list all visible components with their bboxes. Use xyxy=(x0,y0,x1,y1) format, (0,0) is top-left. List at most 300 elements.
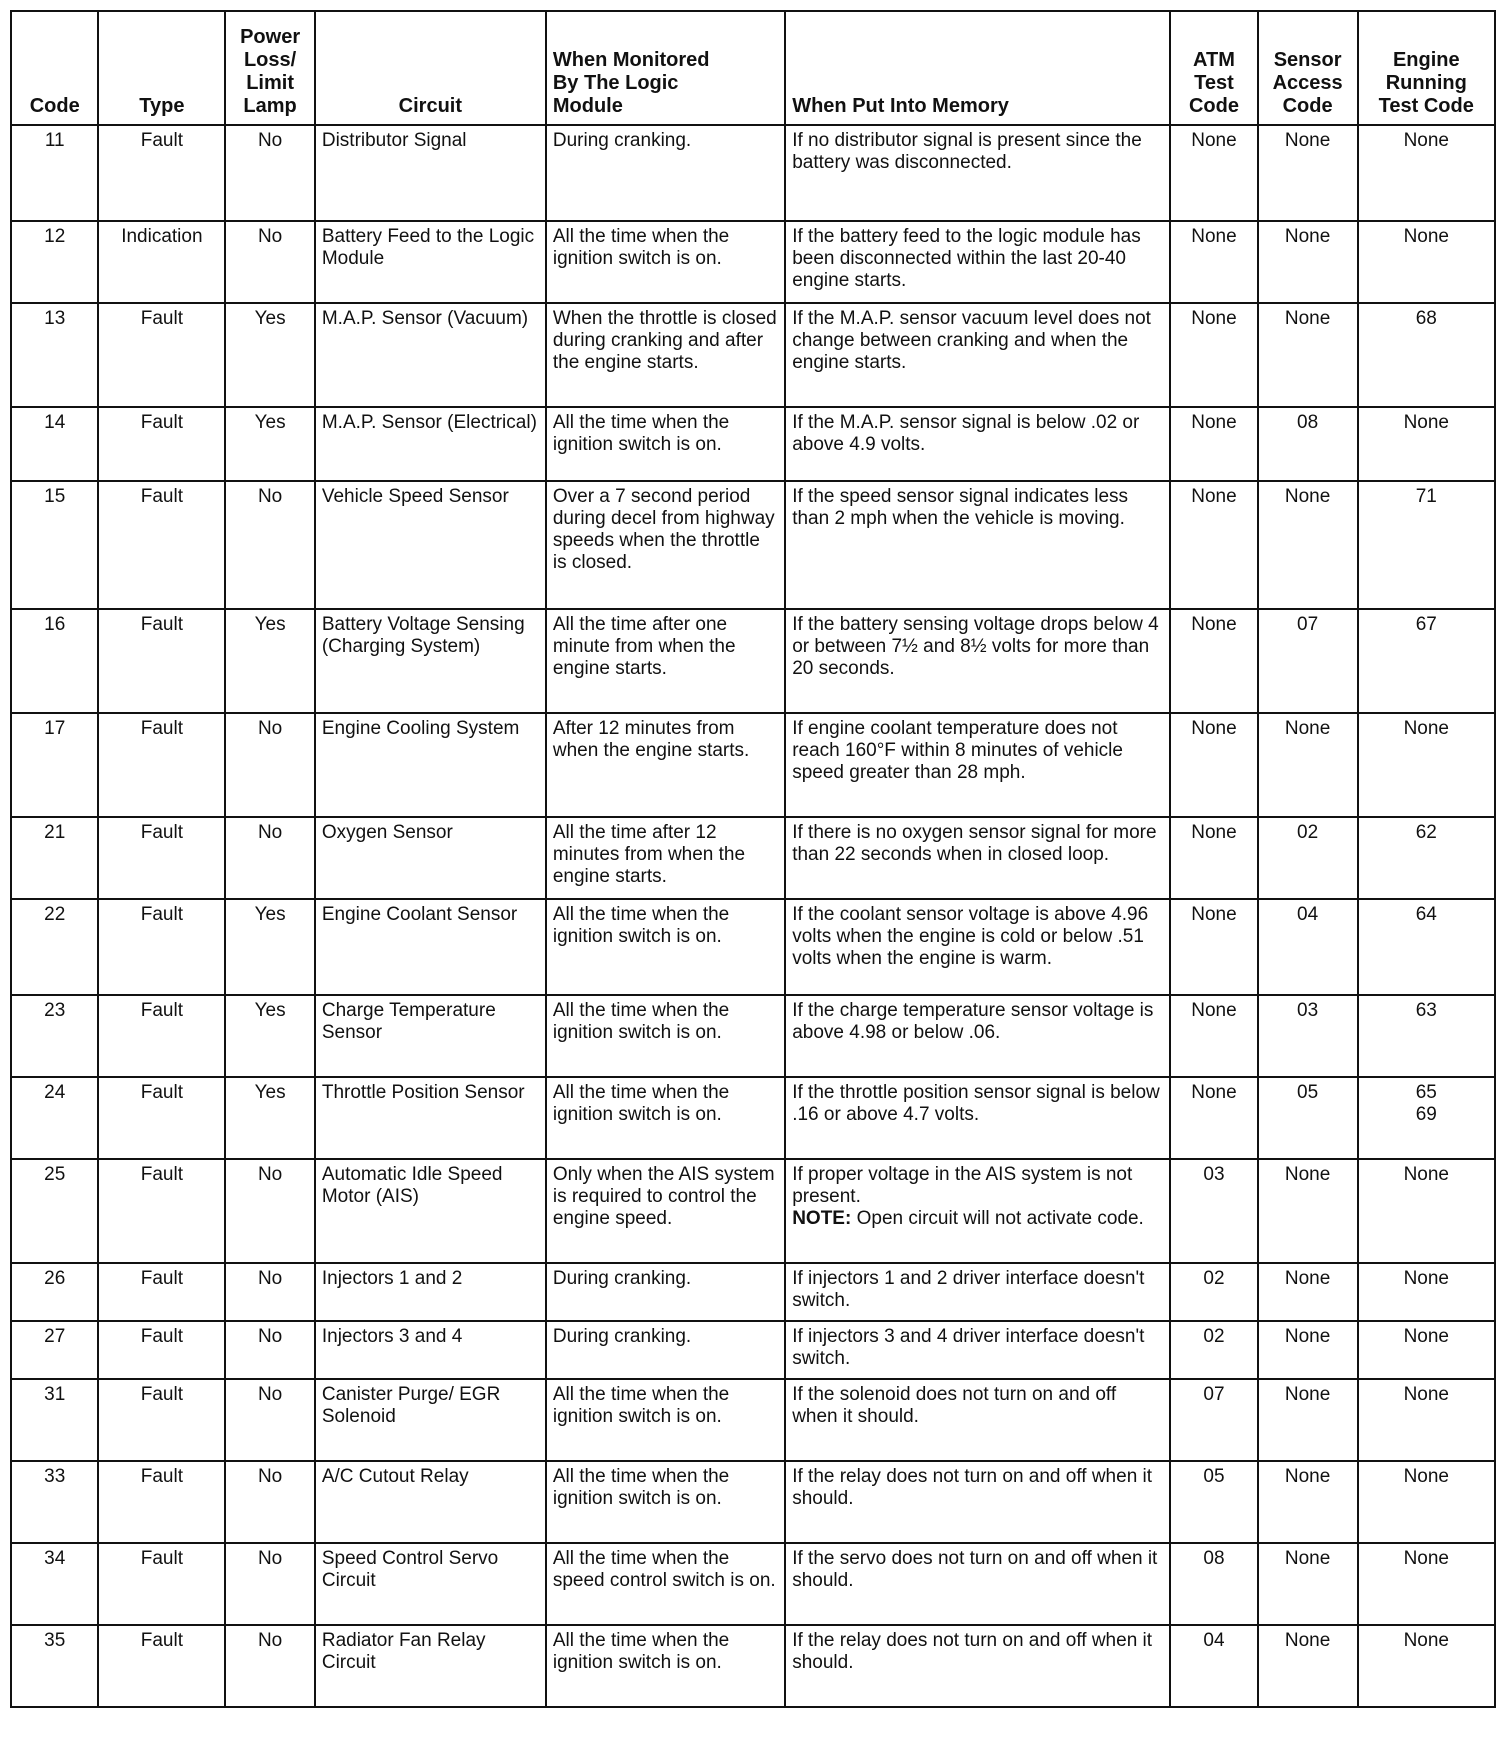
cell-memory xyxy=(785,899,1170,995)
cell-engine-running-test-code xyxy=(1358,609,1495,713)
cell-circuit xyxy=(315,713,546,817)
cell-engine-running-test-code-text: None xyxy=(1403,718,1449,739)
cell-monitored xyxy=(546,1379,785,1461)
cell-atm-test-code xyxy=(1170,221,1257,303)
cell-circuit-text: Canister Purge/ EGR Solenoid xyxy=(321,1384,501,1427)
cell-lamp-text: No xyxy=(257,1268,283,1289)
cell-memory xyxy=(785,609,1170,713)
cell-sensor-access-code xyxy=(1258,1379,1358,1461)
header-sensor xyxy=(1258,11,1358,125)
cell-memory-text: If the relay does not turn on and off when it should. xyxy=(792,1630,1153,1673)
table-row xyxy=(11,407,1495,481)
cell-engine-running-test-code xyxy=(1358,1159,1495,1263)
cell-atm-test-code-text: 07 xyxy=(1203,1384,1225,1405)
cell-monitored xyxy=(546,221,785,303)
cell-sensor-access-code-text: None xyxy=(1284,226,1331,247)
cell-circuit xyxy=(315,1077,546,1159)
cell-monitored-text: All the time when the ignition switch is on. xyxy=(552,1466,730,1509)
cell-atm-test-code-text: None xyxy=(1191,904,1237,925)
cell-lamp-text: No xyxy=(257,130,283,151)
cell-type xyxy=(98,1077,225,1159)
cell-monitored xyxy=(546,1321,785,1379)
cell-type-text: Fault xyxy=(140,1164,183,1185)
cell-engine-running-test-code-text: None xyxy=(1403,1164,1449,1185)
cell-code xyxy=(11,1321,98,1379)
cell-code xyxy=(11,713,98,817)
cell-circuit xyxy=(315,1159,546,1263)
cell-lamp xyxy=(225,125,314,221)
cell-engine-running-test-code xyxy=(1358,407,1495,481)
cell-circuit xyxy=(315,407,546,481)
header-monitored-line: When Monitored xyxy=(552,49,710,71)
cell-memory xyxy=(785,1263,1170,1321)
cell-circuit-text: A/C Cutout Relay xyxy=(321,1466,469,1487)
cell-type-text: Fault xyxy=(140,614,183,635)
cell-atm-test-code-text: None xyxy=(1191,412,1237,433)
cell-atm-test-code-text: 02 xyxy=(1203,1326,1225,1347)
cell-monitored-text: All the time after one minute from when the engine starts. xyxy=(552,614,736,679)
cell-sensor-access-code-text: None xyxy=(1284,1384,1331,1405)
header-lamp-line: Loss/ xyxy=(243,49,297,71)
cell-lamp xyxy=(225,899,314,995)
header-atm-line: Code xyxy=(1188,95,1239,117)
cell-sensor-access-code xyxy=(1258,1159,1358,1263)
cell-code-text: 11 xyxy=(44,130,65,151)
cell-monitored xyxy=(546,1077,785,1159)
cell-atm-test-code-text: None xyxy=(1191,308,1237,329)
cell-monitored-text: All the time when the ignition switch is on. xyxy=(552,1384,730,1427)
cell-memory xyxy=(785,125,1170,221)
cell-memory-text: If there is no oxygen sensor signal for more than 22 seconds when in closed loop. xyxy=(792,822,1157,865)
cell-lamp-text: No xyxy=(257,226,283,247)
cell-engine-running-test-code-text: None xyxy=(1403,1326,1449,1347)
cell-atm-test-code-text: None xyxy=(1191,486,1237,507)
cell-code-text: 15 xyxy=(44,486,66,507)
cell-sensor-access-code xyxy=(1258,481,1358,609)
header-engine-line: Engine xyxy=(1392,49,1460,71)
cell-sensor-access-code-text: None xyxy=(1284,1268,1331,1289)
cell-memory-text: If the servo does not turn on and off when it should. xyxy=(792,1548,1158,1591)
cell-lamp xyxy=(225,1159,314,1263)
cell-engine-running-test-code-text: 63 xyxy=(1415,1000,1437,1021)
cell-code xyxy=(11,995,98,1077)
cell-lamp-text: Yes xyxy=(254,614,286,635)
cell-monitored-text: All the time when the speed control switch is on. xyxy=(552,1548,776,1591)
cell-engine-running-test-code xyxy=(1358,817,1495,899)
cell-type xyxy=(98,1625,225,1707)
cell-code-text: 17 xyxy=(44,718,66,739)
cell-circuit xyxy=(315,1321,546,1379)
cell-monitored xyxy=(546,1461,785,1543)
cell-code xyxy=(11,1077,98,1159)
header-engine-line: Test Code xyxy=(1378,95,1474,117)
cell-monitored xyxy=(546,303,785,407)
cell-circuit xyxy=(315,1379,546,1461)
cell-atm-test-code-text: None xyxy=(1191,822,1237,843)
cell-monitored-text: All the time when the ignition switch is on. xyxy=(552,904,730,947)
cell-monitored xyxy=(546,1263,785,1321)
cell-engine-running-test-code-text: 71 xyxy=(1415,486,1437,507)
cell-memory-text: If no distributor signal is present since the battery was disconnected. xyxy=(792,130,1142,173)
cell-sensor-access-code xyxy=(1258,1321,1358,1379)
cell-type-text: Fault xyxy=(140,1326,183,1347)
cell-sensor-access-code xyxy=(1258,1077,1358,1159)
table-row xyxy=(11,481,1495,609)
cell-lamp-text: No xyxy=(257,486,283,507)
table-row xyxy=(11,1159,1495,1263)
cell-monitored-text: Over a 7 second period during decel from highway speeds when the throttle is closed. xyxy=(552,486,775,573)
cell-circuit-text: Oxygen Sensor xyxy=(321,822,453,843)
cell-atm-test-code xyxy=(1170,1263,1257,1321)
cell-type xyxy=(98,303,225,407)
cell-code-text: 26 xyxy=(44,1268,66,1289)
cell-lamp xyxy=(225,1379,314,1461)
cell-sensor-access-code-text: 02 xyxy=(1297,822,1319,843)
cell-monitored-text: All the time when the ignition switch is on. xyxy=(552,226,730,269)
cell-code-text: 13 xyxy=(44,308,66,329)
cell-atm-test-code-text: None xyxy=(1191,226,1237,247)
cell-circuit xyxy=(315,899,546,995)
cell-code xyxy=(11,407,98,481)
header-memory: When Put Into Memory xyxy=(785,11,1170,125)
cell-monitored xyxy=(546,713,785,817)
cell-circuit-text: Speed Control Servo Circuit xyxy=(321,1548,499,1591)
cell-lamp xyxy=(225,713,314,817)
cell-atm-test-code-text: None xyxy=(1191,1000,1237,1021)
cell-atm-test-code-text: None xyxy=(1191,130,1237,151)
cell-circuit-text: Injectors 1 and 2 xyxy=(321,1268,463,1289)
table-row xyxy=(11,713,1495,817)
cell-type-text: Fault xyxy=(140,130,183,151)
cell-circuit xyxy=(315,609,546,713)
cell-monitored-text: When the throttle is closed during cranking and after the engine starts. xyxy=(552,308,777,373)
cell-monitored-text: Only when the AIS system is required to control the engine speed. xyxy=(552,1164,775,1229)
cell-type xyxy=(98,125,225,221)
cell-circuit-text: Engine Cooling System xyxy=(321,718,520,739)
cell-type xyxy=(98,817,225,899)
cell-sensor-access-code xyxy=(1258,899,1358,995)
note-label: NOTE: xyxy=(792,1207,852,1229)
cell-sensor-access-code xyxy=(1258,407,1358,481)
cell-sensor-access-code-text: None xyxy=(1284,1164,1331,1185)
cell-code-text: 34 xyxy=(44,1548,66,1569)
header-circuit: Circuit xyxy=(315,11,546,125)
cell-code-text: 23 xyxy=(44,1000,66,1021)
cell-memory xyxy=(785,995,1170,1077)
cell-circuit-text: Battery Feed to the Logic Module xyxy=(321,226,535,269)
document-page xyxy=(10,10,1496,1750)
cell-type xyxy=(98,899,225,995)
cell-type xyxy=(98,995,225,1077)
cell-lamp xyxy=(225,221,314,303)
cell-type-text: Fault xyxy=(140,1466,183,1487)
header-monitored xyxy=(546,11,785,125)
cell-type-text: Fault xyxy=(140,412,183,433)
cell-monitored-text: All the time when the ignition switch is on. xyxy=(552,1630,730,1673)
cell-memory-text: If engine coolant temperature does not reach 160°F within 8 minutes of vehicle speed greater than 28 mph. xyxy=(792,718,1123,783)
table-row xyxy=(11,221,1495,303)
table-row xyxy=(11,1379,1495,1461)
cell-sensor-access-code xyxy=(1258,1461,1358,1543)
fault-code-table xyxy=(10,10,1496,1708)
cell-code xyxy=(11,1625,98,1707)
cell-code xyxy=(11,1461,98,1543)
cell-circuit-text: Automatic Idle Speed Motor (AIS) xyxy=(321,1164,503,1207)
cell-atm-test-code xyxy=(1170,817,1257,899)
cell-monitored xyxy=(546,1159,785,1263)
cell-engine-running-test-code-text: None xyxy=(1403,1384,1449,1405)
cell-code-text: 33 xyxy=(44,1466,66,1487)
cell-monitored xyxy=(546,481,785,609)
cell-memory xyxy=(785,1543,1170,1625)
cell-memory-text: If the relay does not turn on and off when it should. xyxy=(792,1466,1153,1509)
cell-engine-running-test-code-text: None xyxy=(1403,1548,1449,1569)
cell-engine-running-test-code xyxy=(1358,481,1495,609)
cell-memory xyxy=(785,221,1170,303)
table-header-row xyxy=(11,11,1495,125)
cell-atm-test-code xyxy=(1170,899,1257,995)
cell-type xyxy=(98,1159,225,1263)
cell-lamp xyxy=(225,481,314,609)
cell-type-text: Fault xyxy=(140,904,183,925)
cell-circuit xyxy=(315,1461,546,1543)
table-row xyxy=(11,995,1495,1077)
cell-sensor-access-code-text: None xyxy=(1284,1326,1331,1347)
cell-monitored xyxy=(546,407,785,481)
cell-sensor-access-code xyxy=(1258,817,1358,899)
cell-atm-test-code xyxy=(1170,1379,1257,1461)
cell-lamp-text: Yes xyxy=(254,904,286,925)
cell-atm-test-code xyxy=(1170,407,1257,481)
cell-lamp-text: No xyxy=(257,1164,283,1185)
engine-code-line: 65 xyxy=(1415,1082,1437,1103)
cell-code xyxy=(11,1159,98,1263)
header-sensor-line: Access xyxy=(1272,72,1343,94)
cell-monitored xyxy=(546,995,785,1077)
cell-code xyxy=(11,221,98,303)
cell-memory xyxy=(785,1379,1170,1461)
cell-atm-test-code xyxy=(1170,125,1257,221)
cell-engine-running-test-code xyxy=(1358,995,1495,1077)
table-row xyxy=(11,609,1495,713)
cell-engine-running-test-code xyxy=(1358,125,1495,221)
cell-code-text: 12 xyxy=(44,226,66,247)
cell-circuit-text: Distributor Signal xyxy=(321,130,467,151)
cell-sensor-access-code xyxy=(1258,1263,1358,1321)
cell-code-text: 25 xyxy=(44,1164,66,1185)
cell-type-text: Fault xyxy=(140,718,183,739)
cell-lamp xyxy=(225,1625,314,1707)
cell-memory-text: If the coolant sensor voltage is above 4.96 volts when the engine is cold or below .51 volts when the engine is warm. xyxy=(792,904,1149,969)
cell-atm-test-code-text: 03 xyxy=(1203,1164,1225,1185)
cell-sensor-access-code xyxy=(1258,995,1358,1077)
cell-memory-text: If the solenoid does not turn on and off when it should. xyxy=(792,1384,1117,1427)
cell-type-text: Fault xyxy=(140,1548,183,1569)
cell-memory xyxy=(785,1077,1170,1159)
cell-memory xyxy=(785,1461,1170,1543)
cell-circuit-text: Battery Voltage Sensing (Charging System) xyxy=(321,614,525,657)
cell-memory xyxy=(785,1159,1170,1263)
cell-sensor-access-code-text: None xyxy=(1284,1630,1331,1651)
cell-type-text: Fault xyxy=(140,308,183,329)
cell-sensor-access-code xyxy=(1258,713,1358,817)
cell-monitored-text: All the time when the ignition switch is on. xyxy=(552,1000,730,1043)
cell-atm-test-code-text: 05 xyxy=(1203,1466,1225,1487)
cell-monitored-text: During cranking. xyxy=(552,130,692,151)
table-row xyxy=(11,125,1495,221)
cell-monitored-text: After 12 minutes from when the engine starts. xyxy=(552,718,750,761)
cell-monitored-text: All the time when the ignition switch is on. xyxy=(552,412,730,455)
cell-monitored-text: During cranking. xyxy=(552,1326,692,1347)
cell-sensor-access-code-text: None xyxy=(1284,1466,1331,1487)
header-atm-line: Test xyxy=(1194,72,1234,94)
cell-code xyxy=(11,609,98,713)
header-monitored-line: Module xyxy=(552,95,623,117)
cell-circuit xyxy=(315,1543,546,1625)
cell-monitored xyxy=(546,1543,785,1625)
header-sensor-line: Code xyxy=(1282,95,1333,117)
table-row xyxy=(11,1321,1495,1379)
cell-engine-running-test-code xyxy=(1358,1077,1495,1159)
header-lamp-line: Lamp xyxy=(243,95,297,117)
header-code: Code xyxy=(11,11,98,125)
cell-monitored-text: All the time when the ignition switch is on. xyxy=(552,1082,730,1125)
header-monitored-line: By The Logic xyxy=(552,72,679,94)
cell-lamp-text: No xyxy=(257,822,283,843)
cell-circuit-text: M.A.P. Sensor (Electrical) xyxy=(321,412,537,433)
cell-code-text: 31 xyxy=(44,1384,66,1405)
cell-circuit xyxy=(315,221,546,303)
cell-code-text: 22 xyxy=(44,904,66,925)
cell-sensor-access-code-text: None xyxy=(1284,486,1331,507)
cell-lamp xyxy=(225,1461,314,1543)
cell-engine-running-test-code xyxy=(1358,1321,1495,1379)
cell-sensor-access-code-text: 03 xyxy=(1297,1000,1319,1021)
cell-lamp-text: No xyxy=(257,1466,283,1487)
engine-code-line: 69 xyxy=(1415,1103,1437,1125)
cell-atm-test-code xyxy=(1170,1461,1257,1543)
table-row xyxy=(11,1543,1495,1625)
cell-type-text: Fault xyxy=(140,1630,183,1651)
table-row xyxy=(11,1625,1495,1707)
cell-memory-text: If the throttle position sensor signal is below .16 or above 4.7 volts. xyxy=(792,1082,1160,1125)
cell-circuit xyxy=(315,995,546,1077)
cell-monitored xyxy=(546,609,785,713)
cell-code xyxy=(11,1379,98,1461)
cell-lamp xyxy=(225,303,314,407)
cell-sensor-access-code-text: None xyxy=(1284,1548,1331,1569)
cell-code xyxy=(11,1263,98,1321)
cell-lamp-text: Yes xyxy=(254,1082,286,1103)
cell-engine-running-test-code-text: 68 xyxy=(1415,308,1437,329)
cell-type xyxy=(98,1461,225,1543)
cell-atm-test-code-text: 02 xyxy=(1203,1268,1225,1289)
header-engine-line: Running xyxy=(1385,72,1467,94)
cell-sensor-access-code-text: 05 xyxy=(1297,1082,1319,1103)
cell-circuit-text: M.A.P. Sensor (Vacuum) xyxy=(321,308,529,329)
cell-monitored-text: During cranking. xyxy=(552,1268,692,1289)
cell-circuit-text: Injectors 3 and 4 xyxy=(321,1326,463,1347)
cell-lamp xyxy=(225,817,314,899)
cell-code xyxy=(11,817,98,899)
cell-sensor-access-code-text: None xyxy=(1284,718,1331,739)
cell-type xyxy=(98,1543,225,1625)
cell-circuit-text: Radiator Fan Relay Circuit xyxy=(321,1630,486,1673)
cell-sensor-access-code xyxy=(1258,303,1358,407)
cell-atm-test-code-text: None xyxy=(1191,614,1237,635)
table-body xyxy=(11,125,1495,1707)
cell-circuit xyxy=(315,1263,546,1321)
table-row xyxy=(11,817,1495,899)
cell-engine-running-test-code-text: None xyxy=(1403,130,1449,151)
cell-engine-running-test-code xyxy=(1358,1263,1495,1321)
cell-atm-test-code xyxy=(1170,303,1257,407)
cell-memory-text: If the battery sensing voltage drops below 4 or between 7½ and 8½ volts for more than 20 seconds. xyxy=(792,614,1159,679)
cell-memory-text: If proper voltage in the AIS system is not present. xyxy=(792,1164,1133,1207)
cell-code xyxy=(11,1543,98,1625)
cell-monitored xyxy=(546,899,785,995)
cell-type xyxy=(98,1321,225,1379)
cell-memory-text: If the battery feed to the logic module has been disconnected within the last 20-40 engine starts. xyxy=(792,226,1141,291)
header-lamp xyxy=(225,11,314,125)
cell-code xyxy=(11,303,98,407)
header-engine xyxy=(1358,11,1495,125)
cell-memory xyxy=(785,1321,1170,1379)
cell-engine-running-test-code-text: 62 xyxy=(1415,822,1437,843)
cell-circuit-text: Engine Coolant Sensor xyxy=(321,904,518,925)
cell-lamp-text: No xyxy=(257,1326,283,1347)
cell-code xyxy=(11,125,98,221)
cell-engine-running-test-code-text: None xyxy=(1403,1466,1449,1487)
cell-memory-text: If the M.A.P. sensor vacuum level does not change between cranking and when the engine starts. xyxy=(792,308,1151,373)
header-type: Type xyxy=(98,11,225,125)
cell-memory-text: If the charge temperature sensor voltage is above 4.98 or below .06. xyxy=(792,1000,1154,1043)
cell-atm-test-code xyxy=(1170,1543,1257,1625)
cell-monitored xyxy=(546,817,785,899)
cell-engine-running-test-code xyxy=(1358,899,1495,995)
cell-monitored xyxy=(546,1625,785,1707)
cell-atm-test-code xyxy=(1170,713,1257,817)
header-lamp-line: Limit xyxy=(246,72,294,94)
cell-type xyxy=(98,1379,225,1461)
header-atm xyxy=(1170,11,1257,125)
cell-type xyxy=(98,221,225,303)
cell-engine-running-test-code-text: None xyxy=(1403,226,1449,247)
cell-type-text: Fault xyxy=(140,822,183,843)
cell-engine-running-test-code xyxy=(1358,1625,1495,1707)
cell-memory-text: If the M.A.P. sensor signal is below .02 or above 4.9 volts. xyxy=(792,412,1140,455)
cell-engine-running-test-code-text: None xyxy=(1403,412,1449,433)
cell-circuit xyxy=(315,481,546,609)
cell-type-text: Fault xyxy=(140,1384,183,1405)
cell-type-text: Indication xyxy=(121,226,203,247)
cell-lamp-text: No xyxy=(257,1548,283,1569)
cell-sensor-access-code-text: 07 xyxy=(1297,614,1319,635)
cell-lamp-text: Yes xyxy=(254,1000,286,1021)
cell-atm-test-code-text: None xyxy=(1191,1082,1237,1103)
header-atm-line: ATM xyxy=(1193,49,1235,71)
cell-circuit xyxy=(315,125,546,221)
cell-engine-running-test-code-text: 67 xyxy=(1415,614,1437,635)
cell-code xyxy=(11,481,98,609)
cell-type xyxy=(98,713,225,817)
cell-atm-test-code xyxy=(1170,609,1257,713)
cell-memory xyxy=(785,303,1170,407)
cell-memory xyxy=(785,817,1170,899)
cell-lamp-text: No xyxy=(257,1630,283,1651)
cell-type-text: Fault xyxy=(140,1082,183,1103)
table-row xyxy=(11,1077,1495,1159)
